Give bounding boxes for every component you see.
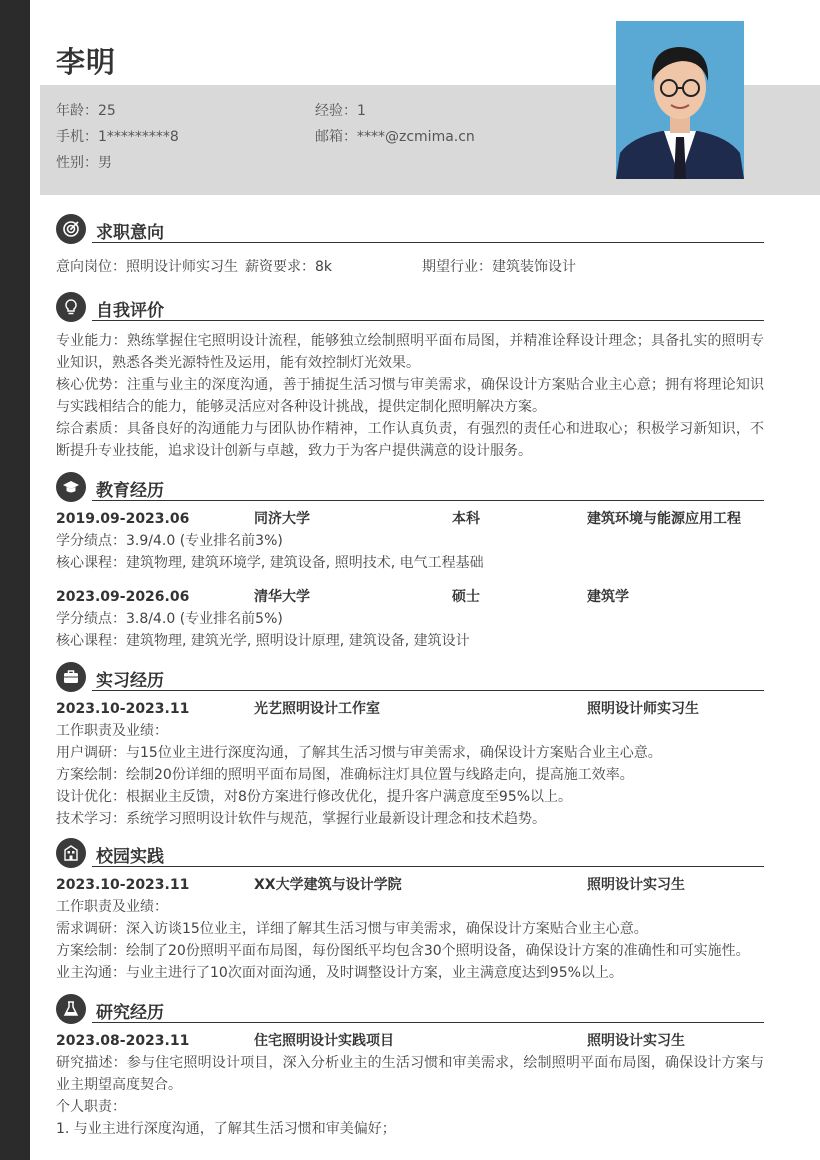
campus-date: 2023.10-2023.11: [56, 877, 190, 893]
lightbulb-icon: [56, 292, 86, 322]
experience-info: 经验：1: [315, 103, 366, 119]
education-date: 2023.09-2026.06: [56, 589, 190, 605]
section-title: 实习经历: [96, 671, 164, 691]
internship-line: 设计优化：根据业主反馈，对8份方案进行修改优化，提升客户满意度至95%以上。: [56, 789, 573, 805]
self-eval-section-header: [56, 290, 764, 322]
research-entry-header: [56, 1030, 764, 1052]
education-degree: 本科: [452, 511, 480, 527]
education-degree: 硕士: [452, 589, 480, 605]
internship-role: 照明设计师实习生: [587, 701, 699, 717]
salary-expectation: 薪资要求：8k: [245, 259, 333, 275]
education-major: 建筑学: [587, 589, 629, 605]
phone-info: 手机：1*********8: [56, 129, 179, 145]
section-divider: [92, 242, 764, 243]
internship-line: 工作职责及业绩：: [56, 723, 168, 739]
left-sidebar-bar: [0, 0, 30, 1160]
campus-org: XX大学建筑与设计学院: [254, 877, 402, 893]
section-divider: [92, 690, 764, 691]
research-line: 1. 与业主进行深度沟通，了解其生活习惯和审美偏好；: [56, 1121, 396, 1137]
research-role: 照明设计实习生: [587, 1033, 685, 1049]
section-title: 教育经历: [96, 481, 164, 501]
section-title: 研究经历: [96, 1003, 164, 1023]
education-courses: 核心课程：建筑物理, 建筑环境学, 建筑设备, 照明技术, 电气工程基础: [56, 555, 484, 571]
education-school: 同济大学: [254, 511, 310, 527]
profile-photo: [616, 21, 744, 179]
internship-line: 用户调研：与15位业主进行深度沟通，了解其生活习惯与审美需求，确保设计方案贴合业主心意。: [56, 745, 662, 761]
campus-line: 方案绘制：绘制了20份照明平面布局图，每份图纸平均包含30个照明设备，确保设计方案的准确性和可实施性。: [56, 943, 750, 959]
briefcase-icon: [56, 662, 86, 692]
research-project: 住宅照明设计实践项目: [254, 1033, 394, 1049]
intended-position: 意向岗位：照明设计师实习生: [56, 259, 238, 275]
education-school: 清华大学: [254, 589, 310, 605]
self-eval-paragraph: 专业能力：熟练掌握住宅照明设计流程，能够独立绘制照明平面布局图，并精准诠释设计理念；具备扎实的照明专业知识，熟悉各类光源特性及运用，能有效控制灯光效果。: [56, 333, 764, 371]
internship-date: 2023.10-2023.11: [56, 701, 190, 717]
expected-industry: 期望行业：建筑装饰设计: [422, 259, 576, 275]
education-gpa: 学分绩点：3.9/4.0 (专业排名前3%): [56, 533, 283, 549]
campus-line: 工作职责及业绩：: [56, 899, 168, 915]
email-info: 邮箱：****@zcmima.cn: [315, 129, 475, 145]
section-divider: [92, 320, 764, 321]
internship-line: 技术学习：系统学习照明设计软件与规范，掌握行业最新设计理念和技术趋势。: [56, 811, 546, 827]
building-icon: [56, 838, 86, 868]
education-entry-header: [56, 586, 764, 608]
internship-entry-header: [56, 698, 764, 720]
section-title: 自我评价: [96, 301, 164, 321]
section-divider: [92, 866, 764, 867]
objective-row: [56, 256, 764, 278]
campus-line: 需求调研：深入访谈15位业主，详细了解其生活习惯与审美需求，确保设计方案贴合业主心意。: [56, 921, 648, 937]
education-entry-header: [56, 508, 764, 530]
internship-section-header: [56, 660, 764, 692]
section-title: 求职意向: [96, 223, 164, 243]
self-eval-paragraph: 综合素质：具备良好的沟通能力与团队协作精神，工作认真负责，有强烈的责任心和进取心；积极学习新知识，不断提升专业技能，追求设计创新与卓越，致力于为客户提供满意的设计服务。: [56, 421, 764, 459]
flask-icon: [56, 994, 86, 1024]
candidate-name: 李明: [56, 45, 117, 79]
research-section-header: [56, 992, 764, 1024]
target-icon: [56, 214, 86, 244]
research-line: 个人职责：: [56, 1099, 126, 1115]
research-description: 研究描述：参与住宅照明设计项目，深入分析业主的生活习惯和审美需求，绘制照明平面布局图，确保设计方案与业主期望高度契合。: [56, 1055, 764, 1093]
campus-section-header: [56, 836, 764, 868]
graduation-cap-icon: [56, 472, 86, 502]
section-divider: [92, 1022, 764, 1023]
education-courses: 核心课程：建筑物理, 建筑光学, 照明设计原理, 建筑设备, 建筑设计: [56, 633, 470, 649]
section-divider: [92, 500, 764, 501]
education-gpa: 学分绩点：3.8/4.0 (专业排名前5%): [56, 611, 283, 627]
section-title: 校园实践: [96, 847, 164, 867]
education-section-header: [56, 470, 764, 502]
internship-org: 光艺照明设计工作室: [254, 701, 380, 717]
campus-line: 业主沟通：与业主进行了10次面对面沟通，及时调整设计方案，业主满意度达到95%以上。: [56, 965, 623, 981]
research-date: 2023.08-2023.11: [56, 1033, 190, 1049]
self-eval-paragraph: 核心优势：注重与业主的深度沟通，善于捕捉生活习惯与审美需求，确保设计方案贴合业主心意；拥有将理论知识与实践相结合的能力，能够灵活应对各种设计挑战，提供定制化照明解决方案。: [56, 377, 764, 415]
education-date: 2019.09-2023.06: [56, 511, 190, 527]
campus-role: 照明设计实习生: [587, 877, 685, 893]
campus-entry-header: [56, 874, 764, 896]
internship-line: 方案绘制：绘制20份详细的照明平面布局图，准确标注灯具位置与线路走向，提高施工效率。: [56, 767, 634, 783]
age-info: 年龄：25: [56, 103, 116, 119]
gender-info: 性别：男: [56, 155, 112, 171]
objective-section-header: [56, 212, 764, 244]
education-major: 建筑环境与能源应用工程: [587, 511, 741, 527]
